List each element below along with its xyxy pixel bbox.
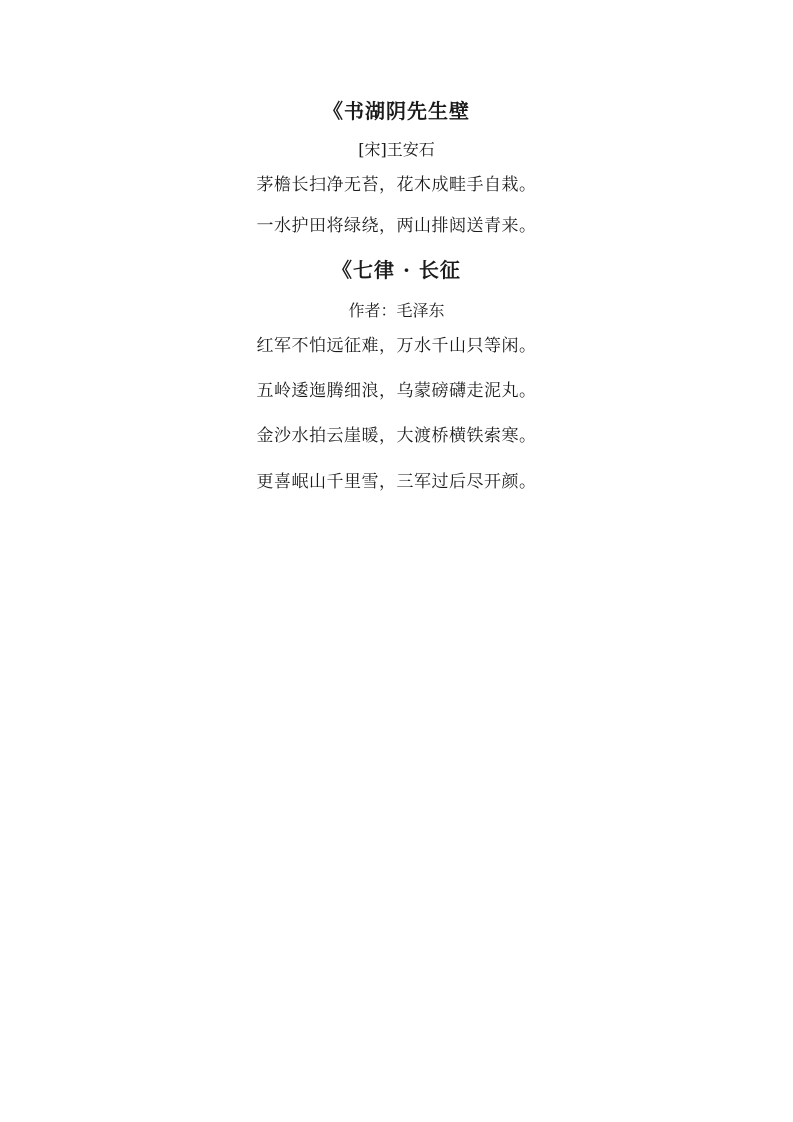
poem-author: [宋]王安石 (358, 140, 435, 159)
document-body (110, 96, 683, 495)
poem-line: 更喜岷山千里雪，三军过后尽开颜。 (256, 471, 537, 492)
poem-title: 《七律 · 长征 (332, 257, 461, 282)
poem-block (110, 255, 683, 495)
poem-line: 红军不怕远征难，万水千山只等闲。 (256, 335, 537, 356)
poem-block (110, 96, 683, 240)
poem-line: 一水护田将绿绕，两山排闼送青来。 (256, 216, 537, 237)
poem-author: 作者：毛泽东 (348, 300, 445, 320)
poem-line: 茅檐长扫净无苔，花木成畦手自栽。 (256, 175, 537, 195)
poem-title: 《书湖阴先生壁 (323, 99, 470, 123)
poem-line: 五岭逶迤腾细浪，乌蒙磅礴走泥丸。 (256, 381, 537, 402)
poem-line: 金沙水拍云崖暖，大渡桥横铁索寒。 (256, 426, 537, 447)
